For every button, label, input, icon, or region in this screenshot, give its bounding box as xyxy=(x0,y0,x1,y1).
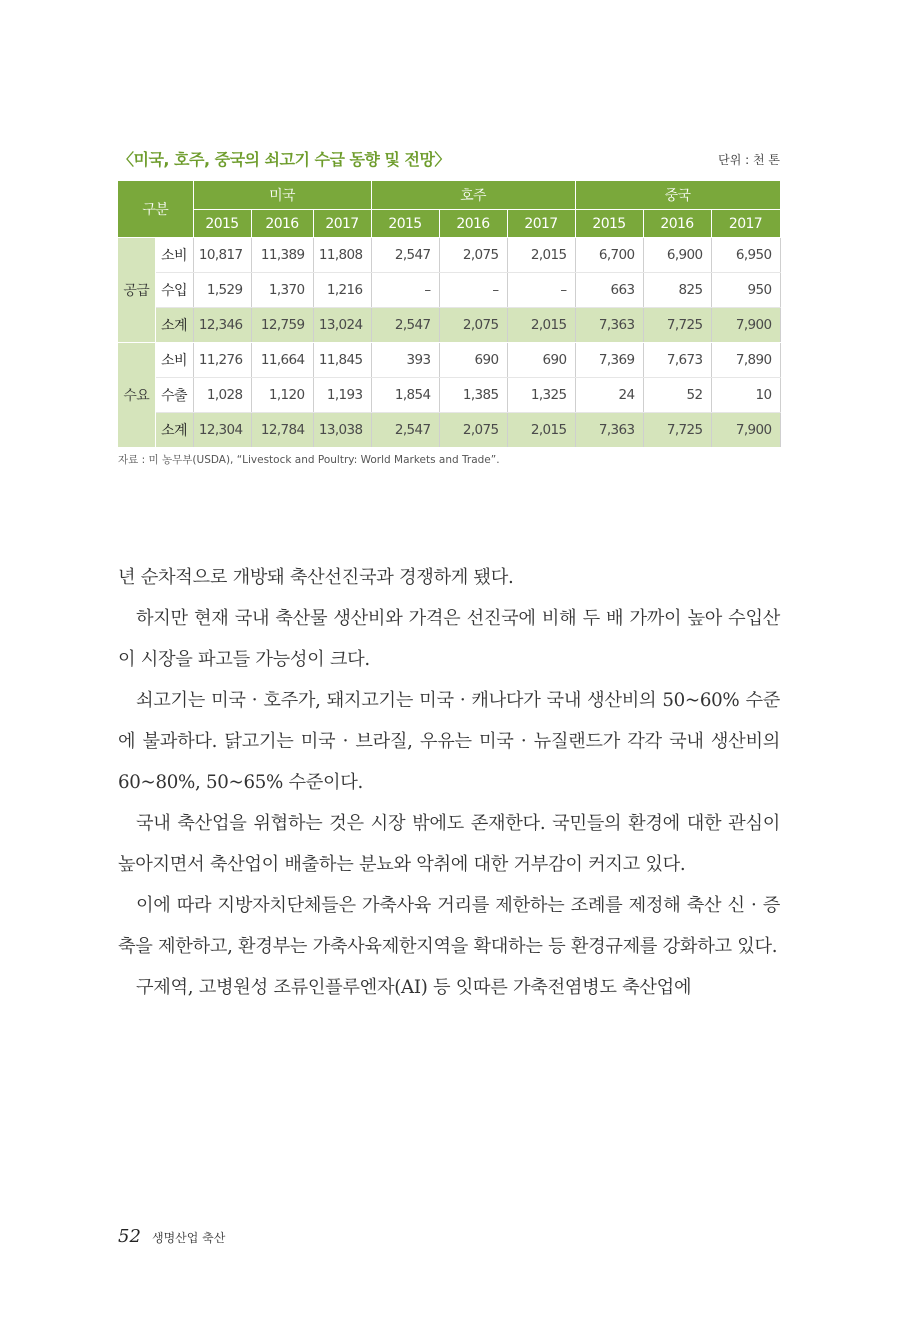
header-country: 호주 xyxy=(371,181,575,210)
table-cell: 7,363 xyxy=(575,413,643,448)
table-cell: 6,900 xyxy=(643,238,711,273)
group-label: 공급 xyxy=(118,238,155,343)
source-note: 자료 : 미 농무부(USDA), “Livestock and Poultry: World Markets and Trade”. xyxy=(118,454,500,466)
table-cell: 11,845 xyxy=(313,343,371,378)
table-cell: 24 xyxy=(575,378,643,413)
table-cell: 2,015 xyxy=(507,308,575,343)
beef-supply-demand-table xyxy=(118,181,781,448)
table-cell: 1,193 xyxy=(313,378,371,413)
header-year: 2015 xyxy=(193,210,251,238)
table-cell: – xyxy=(507,273,575,308)
table-cell: 1,325 xyxy=(507,378,575,413)
table-cell: 7,725 xyxy=(643,413,711,448)
table-row xyxy=(118,343,780,378)
table-cell: 11,808 xyxy=(313,238,371,273)
table-cell: 2,547 xyxy=(371,308,439,343)
group-label: 수요 xyxy=(118,343,155,448)
table-cell: 1,385 xyxy=(439,378,507,413)
table-cell: 11,664 xyxy=(251,343,313,378)
table-cell: 7,363 xyxy=(575,308,643,343)
row-label: 소계 xyxy=(155,308,193,343)
table-cell: 52 xyxy=(643,378,711,413)
table-cell: 1,216 xyxy=(313,273,371,308)
paragraph: 국내 축산업을 위협하는 것은 시장 밖에도 존재한다. 국민들의 환경에 대한 관심이 높아지면서 축산업이 배출하는 분뇨와 악취에 대한 거부감이 커지고 있다. xyxy=(118,813,780,875)
table-cell: – xyxy=(371,273,439,308)
header-year: 2016 xyxy=(251,210,313,238)
table-cell: 950 xyxy=(711,273,780,308)
table-cell: 2,547 xyxy=(371,413,439,448)
header-year: 2016 xyxy=(643,210,711,238)
table-cell: 393 xyxy=(371,343,439,378)
table-cell: 825 xyxy=(643,273,711,308)
table-cell: 13,038 xyxy=(313,413,371,448)
paragraph: 구제역, 고병원성 조류인플루엔자(AI) 등 잇따른 가축전염병도 축산업에 xyxy=(136,977,692,998)
table-cell: 10,817 xyxy=(193,238,251,273)
table-cell: 2,075 xyxy=(439,413,507,448)
table-cell: 663 xyxy=(575,273,643,308)
table-cell: 1,529 xyxy=(193,273,251,308)
table-cell: 1,370 xyxy=(251,273,313,308)
table-caption-row xyxy=(118,147,780,171)
table-cell: 11,389 xyxy=(251,238,313,273)
table-cell: 7,890 xyxy=(711,343,780,378)
table-cell: 7,673 xyxy=(643,343,711,378)
table-cell: 2,075 xyxy=(439,238,507,273)
table-row xyxy=(118,238,780,273)
header-country: 중국 xyxy=(575,181,780,210)
header-category: 구분 xyxy=(118,181,193,238)
header-year: 2017 xyxy=(711,210,780,238)
table-cell: 2,015 xyxy=(507,413,575,448)
header-year: 2015 xyxy=(575,210,643,238)
table-row xyxy=(118,413,780,448)
table-row xyxy=(118,273,780,308)
body-text xyxy=(118,557,780,1008)
header-year: 2015 xyxy=(371,210,439,238)
table-cell: 2,547 xyxy=(371,238,439,273)
unit-label: 단위 : 천 톤 xyxy=(718,153,780,167)
table-cell: 12,759 xyxy=(251,308,313,343)
row-label: 소비 xyxy=(155,343,193,378)
row-label: 수입 xyxy=(155,273,193,308)
table-cell: 13,024 xyxy=(313,308,371,343)
table-cell: 2,075 xyxy=(439,308,507,343)
table-cell: 6,700 xyxy=(575,238,643,273)
table-row xyxy=(118,378,780,413)
table-cell: 690 xyxy=(439,343,507,378)
paragraph: 하지만 현재 국내 축산물 생산비와 가격은 선진국에 비해 두 배 가까이 높아 수입산이 시장을 파고들 가능성이 크다. xyxy=(118,608,780,670)
table-cell: 1,854 xyxy=(371,378,439,413)
table-cell: 690 xyxy=(507,343,575,378)
table-row xyxy=(118,308,780,343)
header-year: 2017 xyxy=(313,210,371,238)
paragraph: 쇠고기는 미국 · 호주가, 돼지고기는 미국 · 캐나다가 국내 생산비의 50~60% 수준에 불과하다. 닭고기는 미국 · 브라질, 우유는 미국 · 뉴질랜드가 각각 국내 생산비의 60~80%, 50~65% 수준이다. xyxy=(118,690,780,793)
table-cell: 10 xyxy=(711,378,780,413)
table-cell: 2,015 xyxy=(507,238,575,273)
table-cell: 1,028 xyxy=(193,378,251,413)
paragraph: 이에 따라 지방자치단체들은 가축사육 거리를 제한하는 조례를 제정해 축산 신 · 증축을 제한하고, 환경부는 가축사육제한지역을 확대하는 등 환경규제를 강화하고 있다. xyxy=(118,895,780,957)
book-title: 생명산업 축산 xyxy=(152,1231,226,1245)
table-cell: 12,304 xyxy=(193,413,251,448)
header-country: 미국 xyxy=(193,181,371,210)
row-label: 수출 xyxy=(155,378,193,413)
table-cell: – xyxy=(439,273,507,308)
page-number: 52 xyxy=(118,1226,141,1247)
table-cell: 7,900 xyxy=(711,413,780,448)
header-year: 2017 xyxy=(507,210,575,238)
table-body xyxy=(118,238,780,448)
paragraph: 년 순차적으로 개방돼 축산선진국과 경쟁하게 됐다. xyxy=(118,567,514,588)
page-footer xyxy=(118,1226,225,1252)
header-year: 2016 xyxy=(439,210,507,238)
table-cell: 7,725 xyxy=(643,308,711,343)
row-label: 소비 xyxy=(155,238,193,273)
table-cell: 11,276 xyxy=(193,343,251,378)
table-cell: 1,120 xyxy=(251,378,313,413)
table-cell: 6,950 xyxy=(711,238,780,273)
table-title: 〈미국, 호주, 중국의 쇠고기 수급 동향 및 전망〉 xyxy=(118,150,450,169)
table-cell: 7,900 xyxy=(711,308,780,343)
row-label: 소계 xyxy=(155,413,193,448)
table-cell: 12,346 xyxy=(193,308,251,343)
table-cell: 7,369 xyxy=(575,343,643,378)
table-cell: 12,784 xyxy=(251,413,313,448)
